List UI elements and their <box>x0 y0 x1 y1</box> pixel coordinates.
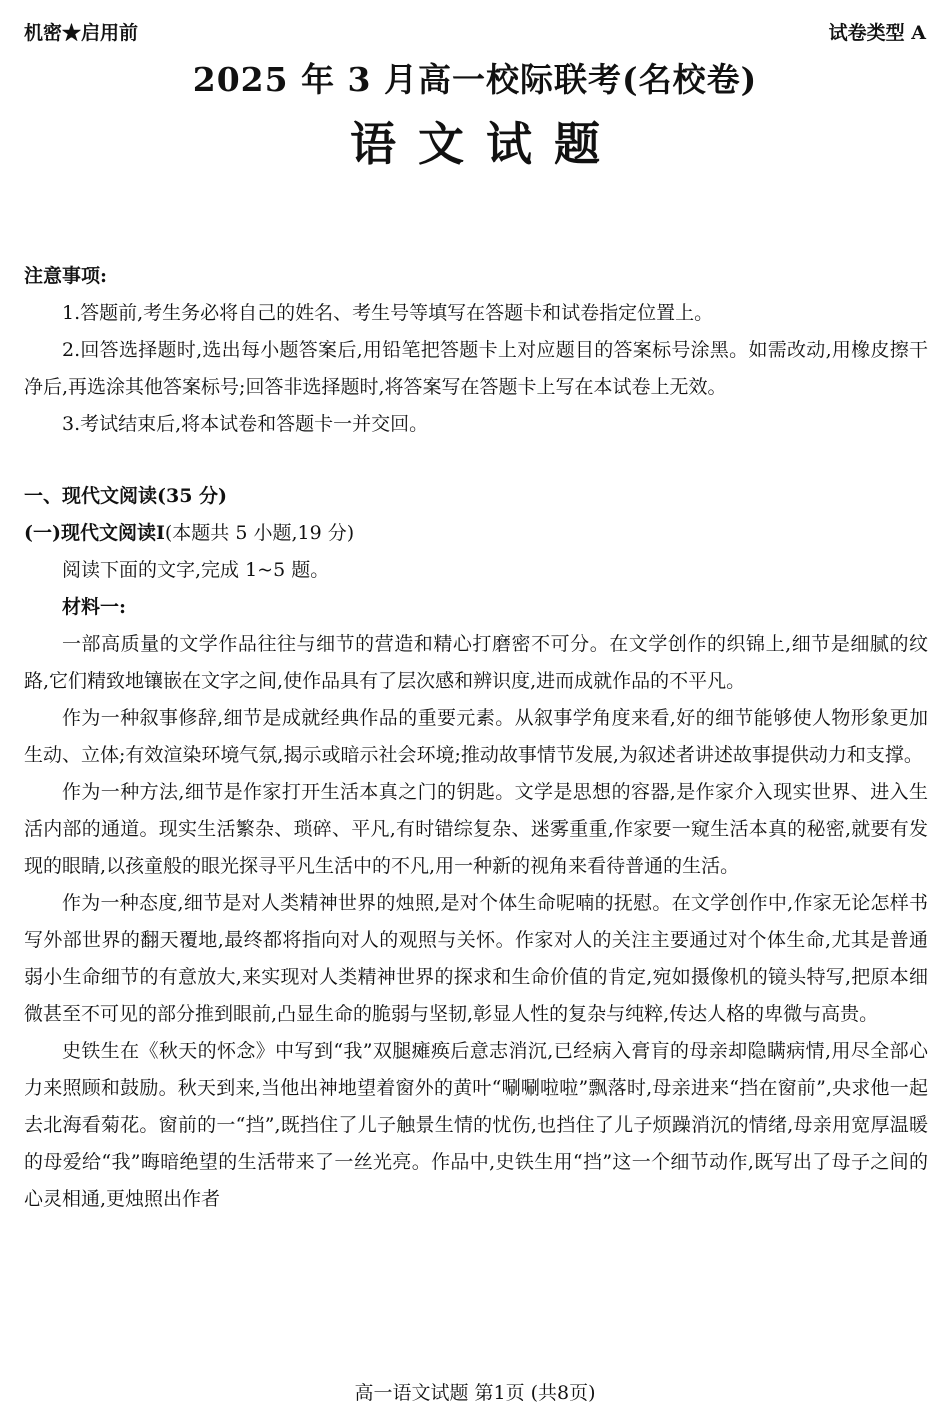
passage-paragraph: 作为一种叙事修辞,细节是成就经典作品的重要元素。从叙事学角度来看,好的细节能够使人物形象更加生动、立体;有效渲染环境气氛,揭示或暗示社会环境;推动故事情节发展,为叙述者讲述故事提供动力和支撑。 <box>24 707 928 766</box>
passage-paragraph: 作为一种态度,细节是对人类精神世界的烛照,是对个体生命呢喃的抚慰。在文学创作中,作家无论怎样书写外部世界的翻天覆地,最终都将指向对人的观照与关怀。作家对人的关注主要通过对个体生命,尤其是普通弱小生命细节的有意放大,来实现对人类精神世界的探求和生命价值的肯定,宛如摄像机的镜头特写,把原本细微甚至不可见的部分推到眼前,凸显生命的脆弱与坚韧,彰显人性的复杂与纯粹,传达人格的卑微与高贵。 <box>24 892 928 1025</box>
confidential-label: 机密★启用前 <box>24 22 139 44</box>
passage-paragraph: 一部高质量的文学作品往往与细节的营造和精心打磨密不可分。在文学创作的织锦上,细节是细腻的纹路,它们精致地镶嵌在文字之间,使作品具有了层次感和辨识度,进而成就作品的不平凡。 <box>24 633 928 692</box>
section-spacer <box>24 443 928 478</box>
exam-title: 2025 年 3 月高一校际联考(名校卷) <box>192 60 758 99</box>
document-body <box>24 258 928 1218</box>
instruction: 阅读下面的文字,完成 1~5 题。 <box>62 559 330 581</box>
paper-type-label: 试卷类型 A <box>828 22 926 44</box>
notice-item: 2.回答选择题时,选出每小题答案后,用铅笔把答题卡上对应题目的答案标号涂黑。如需改动,用橡皮擦干净后,再选涂其他答案标号;回答非选择题时,将答案写在答题卡上写在本试卷上无效。 <box>24 339 928 398</box>
notice-item: 3.考试结束后,将本试卷和答题卡一并交回。 <box>62 413 429 435</box>
section-heading: 一、现代文阅读(35 分) <box>24 485 228 507</box>
passage-paragraph: 作为一种方法,细节是作家打开生活本真之门的钥匙。文学是思想的容器,是作家介入现实世界、进入生活内部的通道。现实生活繁杂、琐碎、平凡,有时错综复杂、迷雾重重,作家要一窥生活本真的秘密,就要有发现的眼睛,以孩童般的眼光探寻平凡生活中的不凡,用一种新的视角来看待普通的生活。 <box>24 781 928 877</box>
sub-section-heading-bold: (一)现代文阅读Ⅰ <box>24 522 165 544</box>
notice-heading: 注意事项: <box>24 265 108 287</box>
subject-title: 语文试题 <box>350 117 622 171</box>
passage-paragraph: 史铁生在《秋天的怀念》中写到“我”双腿瘫痪后意志消沉,已经病入膏肓的母亲却隐瞒病情,用尽全部心力来照顾和鼓励。秋天到来,当他出神地望着窗外的黄叶“唰唰啦啦”飘落时,母亲进来“挡在窗前”,央求他一起去北海看菊花。窗前的一“挡”,既挡住了儿子触景生情的忧伤,也挡住了儿子烦躁消沉的情绪,母亲用宽厚温暖的母爱给“我”晦暗绝望的生活带来了一丝光亮。作品中,史铁生用“挡”这一个细节动作,既写出了母子之间的心灵相通,更烛照出作者 <box>24 1040 928 1210</box>
notice-item: 1.答题前,考生务必将自己的姓名、考生号等填写在答题卡和试卷指定位置上。 <box>62 302 714 324</box>
sub-section-heading-rest: (本题共 5 小题,19 分) <box>164 522 355 544</box>
material-label: 材料一: <box>62 596 127 618</box>
sub-section-heading <box>24 515 928 552</box>
page-footer: 高一语文试题 第1页 (共8页) <box>354 1382 596 1404</box>
